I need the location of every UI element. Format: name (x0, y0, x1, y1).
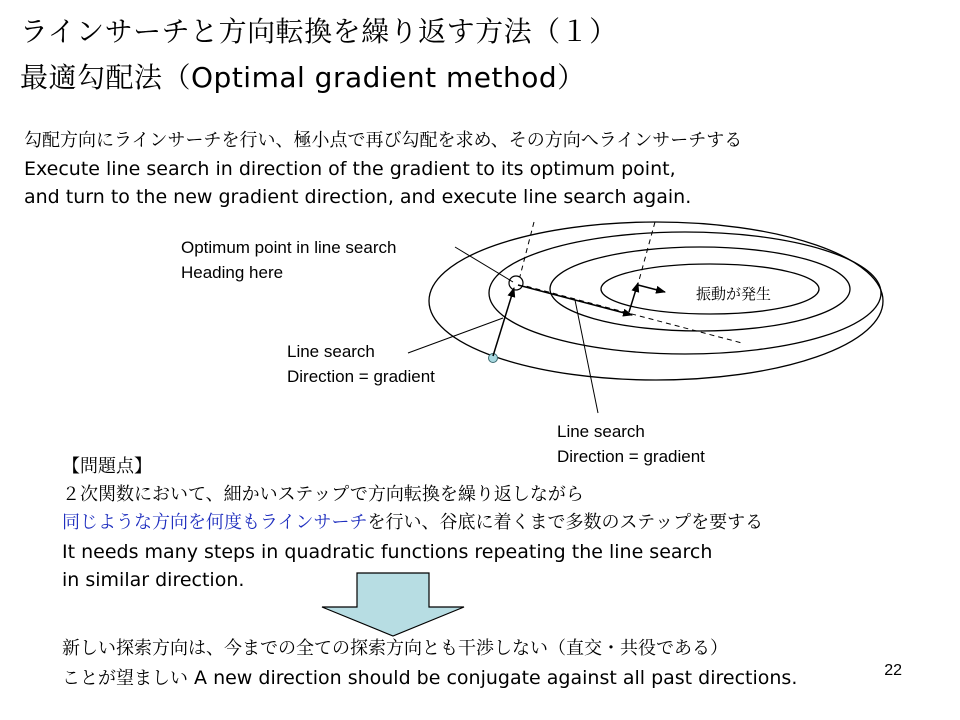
label-line-search-2: Line search (557, 422, 645, 441)
dashed-gradient-line-1 (518, 222, 534, 284)
leader-line-search-1 (408, 318, 503, 353)
label-optimum-point: Optimum point in line search (181, 238, 397, 257)
slide-title-line1: ラインサーチと方向転換を繰り返す方法（１） (20, 15, 618, 48)
problem-jp-highlight: 同じような方向を何度もラインサーチ (62, 512, 368, 533)
problem-jp-line1: ２次関数において、細かいステップで方向転換を繰り返しながら (62, 484, 584, 505)
problem-heading: 【問題点】 (62, 456, 152, 477)
label-heading-here: Heading here (181, 263, 284, 282)
intro-japanese: 勾配方向にラインサーチを行い、極小点で再び勾配を求め、その方向へラインサーチする (24, 130, 743, 151)
dashed-gradient-line-2 (638, 222, 655, 284)
label-line-search-1: Line search (287, 342, 375, 361)
optimum-point-circle (509, 276, 523, 290)
intro-english-line1: Execute line search in direction of the gradient to its optimum point, (24, 158, 676, 180)
intro-english-line2: and turn to the new gradient direction, and execute line search again. (24, 186, 692, 208)
conclusion-line2 (62, 665, 797, 692)
down-arrow-shape (322, 573, 464, 636)
search-step-4-arrow (638, 285, 665, 292)
search-step-1-arrow (493, 288, 514, 356)
problem-jp-line2 (62, 510, 763, 536)
conclusion-en: A new direction should be conjugate against all past directions. (188, 667, 798, 689)
label-direction-gradient-2: Direction = gradient (557, 447, 705, 466)
conclusion-jp-line2: ことが望ましい (62, 668, 188, 689)
problem-en-line2: in similar direction. (62, 569, 245, 591)
slide-title-line2: 最適勾配法（Optimal gradient method） (20, 61, 586, 94)
leader-optimum-label (455, 247, 513, 282)
label-oscillation: 振動が発生 (696, 286, 772, 303)
conclusion-jp-line1: 新しい探索方向は、今までの全ての探索方向とも干渉しない（直交・共役である） (62, 638, 728, 659)
label-direction-gradient-1: Direction = gradient (287, 367, 435, 386)
page-number: 22 (884, 662, 902, 679)
problem-jp-rest: を行い、谷底に着くまで多数のステップを要する (367, 512, 764, 533)
problem-en-line1: It needs many steps in quadratic functions repeating the line search (62, 541, 713, 563)
